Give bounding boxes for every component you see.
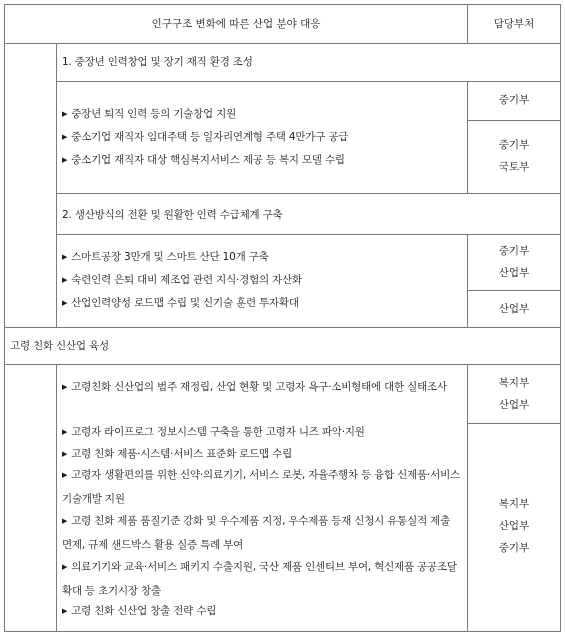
s2-title-divider	[56, 234, 561, 235]
border-right	[560, 4, 561, 632]
border-left	[4, 4, 5, 632]
bullet-icon: ▶	[62, 276, 68, 284]
bullet-icon: ▶	[62, 607, 68, 615]
bullet-icon: ▶	[62, 450, 68, 458]
s1-title-divider	[56, 81, 561, 82]
indent-column-line-2	[56, 364, 57, 632]
bullet-icon: ▶	[62, 110, 68, 118]
indent-column-line-1	[56, 43, 57, 328]
section3-title: 고령 친화 신산업 육성	[10, 340, 109, 352]
s2-end-divider	[4, 327, 561, 328]
s2-dept-divider	[467, 290, 561, 291]
section2-dept-a: 중기부 산업부	[498, 245, 530, 279]
section3-dept-a: 복지부 산업부	[498, 377, 530, 411]
list-item: ▶ 산업인력양성 로드맵 수립 및 신기술 훈련 투자확대	[62, 297, 299, 309]
list-item: ▶ 고령자 라이프로그 정보시스템 구축을 통한 고령자 니즈 파악·지원	[62, 426, 365, 438]
s3-title-divider	[4, 364, 561, 365]
list-item: ▶ 중장년 퇴직 인력 등의 기술창업 지원	[62, 108, 237, 120]
header-title: 인구구조 변화에 따른 산업 분야 대응	[151, 18, 321, 30]
list-item: ▶ 중소기업 재직자 임대주택 등 일자리연계형 주택 4만가구 공급	[62, 131, 349, 143]
section3-dept-b: 복지부 산업부 중기부	[498, 498, 530, 554]
section1-dept-b: 중기부 국토부	[498, 139, 530, 173]
list-item: ▶ 고령 친화 제품 품질기준 강화 및 우수제품 지정, 우수제품 등재 신청시 유통실적 제출 면제, 규제 샌드박스 활용 실증 특례 부여	[62, 515, 451, 551]
section2-title: 2. 생산방식의 전환 및 원활한 인력 수급체계 구축	[62, 209, 283, 221]
header-divider	[4, 43, 561, 44]
bullet-icon: ▶	[62, 471, 68, 479]
bullet-icon: ▶	[62, 253, 68, 261]
section1-dept-a: 중기부	[498, 94, 530, 106]
bullet-icon: ▶	[62, 133, 68, 141]
bullet-icon: ▶	[62, 517, 68, 525]
section1-title: 1. 중장년 인력창업 및 장기 재직 환경 조성	[62, 56, 253, 68]
list-item: ▶ 중소기업 재직자 대상 핵심복지서비스 제공 등 복지 모델 수립	[62, 154, 345, 166]
s1-dept-divider	[467, 120, 561, 121]
section2-dept-b: 산업부	[498, 303, 530, 315]
list-item: ▶ 스마트공장 3만개 및 스마트 산단 10개 구축	[62, 251, 269, 263]
list-item: ▶ 고령자 생활편의를 위한 신약·의료기기, 서비스 로봇, 자율주행차 등 융합 신제품·서비스 기술개발 지원	[62, 469, 460, 505]
bullet-icon: ▶	[62, 299, 68, 307]
list-item: ▶ 고령 친화 신산업 창출 전략 수립	[62, 605, 217, 617]
bullet-icon: ▶	[62, 383, 68, 391]
bullet-icon: ▶	[62, 563, 68, 571]
s3-dept-divider	[467, 423, 561, 424]
bullet-icon: ▶	[62, 428, 68, 436]
list-item: ▶ 고령 친화 제품·시스템·서비스 표준화 로드맵 수립	[62, 448, 293, 460]
border-top	[4, 4, 561, 5]
bullet-icon: ▶	[62, 156, 68, 164]
s1-end-divider	[56, 193, 561, 194]
list-item: ▶ 의료기기와 교육·서비스 패키지 수출지원, 국산 제품 인센티브 부여, 혁신제품 공공조달 확대 등 초기시장 창출	[62, 561, 457, 597]
border-bottom	[4, 631, 561, 632]
list-item: ▶ 고령친화 신산업의 범주 재정립, 산업 현황 및 고령자 욕구·소비형태에 대한 실태조사	[62, 381, 447, 393]
header-dept: 담당부처	[493, 18, 535, 30]
list-item: ▶ 숙련인력 은퇴 대비 제조업 관련 지식·경험의 자산화	[62, 274, 302, 286]
